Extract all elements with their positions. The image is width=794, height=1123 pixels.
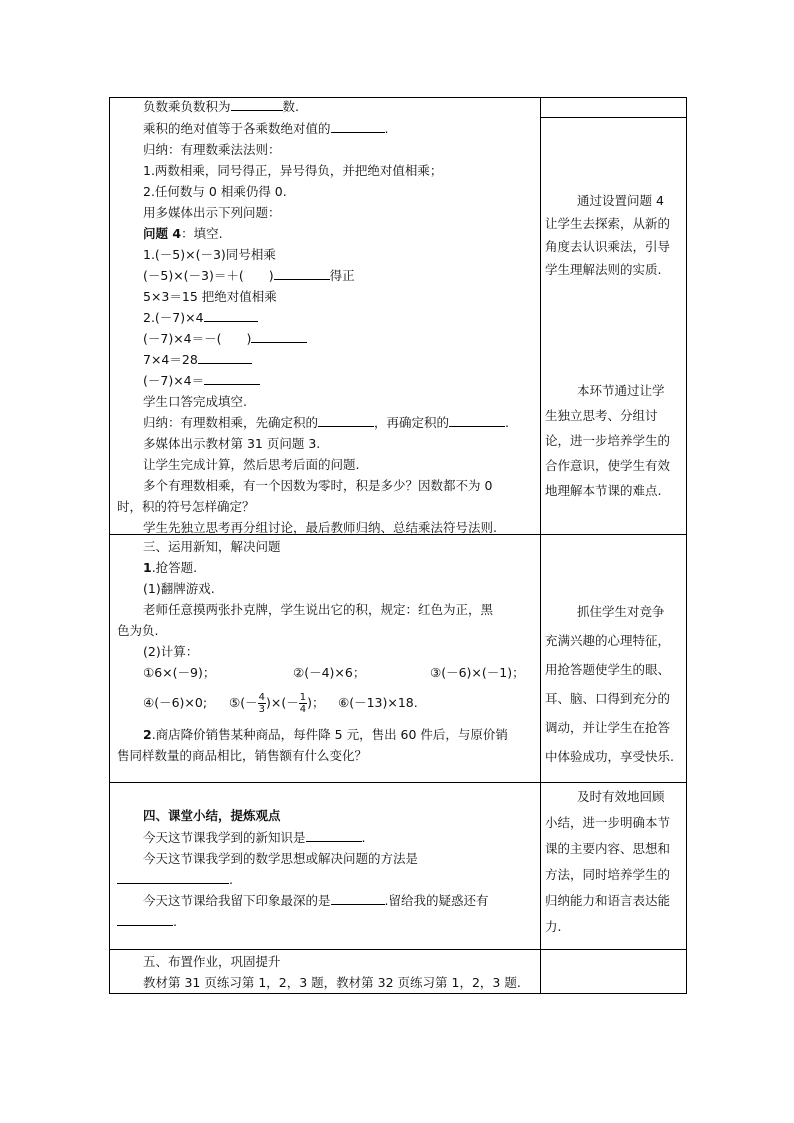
line-discuss: 学生先独立思考再分组讨论，最后教师归纳、总结乘法符号法则.	[143, 520, 497, 535]
q1-sub2: (2)计算：	[143, 644, 199, 659]
line-multi-b: 时，积的符号怎样确定？	[117, 499, 255, 514]
summary-line-3-blank: .	[117, 911, 177, 932]
homework-text: 教材第 31 页练习第 1，2，3 题，教材第 32 页练习第 1，2，3 题.	[143, 975, 521, 990]
side-note-quiz: 抓住学生对竞争充满兴趣的心理特征，用抢答题使学生的眼、耳、脑、口得到充分的调动，并让学生在抢答中体验成功，享受快乐.	[545, 604, 674, 764]
line-fill-5: (－7)×4＝－( )	[143, 328, 307, 349]
line-media: 用多媒体出示下列问题：	[143, 205, 281, 220]
calc-4: ④(－6)×0;	[143, 695, 208, 710]
fraction-four-thirds: $\frac{4}{3}$	[258, 692, 265, 715]
line-fill-3: 5×3＝15 把绝对值相乘	[143, 289, 277, 304]
line-multi-a: 多个有理数相乘，有一个因数为零时，积是多少？因数都不为 0	[143, 478, 493, 493]
line-media-2: 多媒体出示教材第 31 页问题 3.	[143, 436, 321, 451]
summary-line-2: 今天这节课我学到的数学思想或解决问题的方法是	[143, 851, 419, 866]
line-fill-4: 2.(－7)×4	[143, 307, 258, 328]
line-abs-value: 乘积的绝对值等于各乘数绝对值的 .	[143, 118, 389, 139]
q1-sub1-text-b: 色为负.	[117, 623, 159, 638]
calc-5: ⑤(－ $\frac{4}{3}$ )×(－ $\frac{1}{4}$ )；	[229, 692, 325, 715]
side-note-summary: 及时有效地回顾小结，进一步明确本节课的主要内容、思想和方法，同时培养学生的归纳能力和语言表达能力.	[545, 789, 671, 934]
line-fill-6: 7×4＝28	[143, 349, 252, 370]
q1-label: 1.抢答题.	[143, 560, 198, 575]
line-fill-2: (－5)×(－3)＝＋( ) 得正	[143, 265, 355, 286]
line-fill-7: (－7)×4＝	[143, 370, 260, 391]
line-rule-2: 2.任何数与 0 相乘仍得 0.	[143, 184, 287, 199]
q1-sub1: (1)翻牌游戏.	[143, 581, 215, 596]
line-question-4: 问题 4：填空.	[143, 226, 223, 241]
q1-sub1-text-a: 老师任意摸两张扑克牌，学生说出它的积，规定：红色为正，黑	[143, 602, 494, 617]
side-top-rule	[540, 117, 686, 118]
section3-title: 三、运用新知，解决问题	[143, 539, 281, 554]
calc-1: ①6×(－9)；	[143, 665, 216, 680]
section5-title: 五、布置作业，巩固提升	[143, 954, 281, 969]
row-divider-2	[109, 782, 686, 783]
calc-6: ⑥(－13)×18.	[338, 695, 418, 710]
line-oral: 学生口答完成填空.	[143, 394, 247, 409]
line-neg-neg: 负数乘负数积为 数.	[143, 96, 299, 117]
q2-text-b: 售同样数量的商品相比，销售额有什么变化？	[117, 748, 368, 763]
line-rule-1: 1.两数相乘，同号得正，异号得负，并把绝对值相乘；	[143, 163, 443, 178]
line-fill-1: 1.(－5)×(－3)同号相乘	[143, 247, 276, 262]
column-divider	[540, 97, 541, 994]
line-summary-rule: 归纳：有理数乘法法则：	[143, 142, 281, 157]
calc-2: ②(－4)×6；	[293, 665, 366, 680]
calc-3: ③(－6)×(－1)；	[430, 665, 525, 680]
table-bottom-border	[109, 993, 686, 994]
side-note-question-4: 通过设置问题 4 让学生去探索，从新的角度去认识乘法，引导学生理解法则的实质.	[545, 193, 671, 277]
side-note-group-discussion: 本环节通过让学生独立思考、分组讨论，进一步培养学生的合作意识，使学生有效地理解本节课的难点.	[545, 383, 671, 498]
line-summary-sign: 归纳：有理数相乘，先确定积的 ，再确定积的 .	[143, 412, 509, 433]
summary-line-2-blank: .	[117, 869, 233, 890]
section4-title: 四、课堂小结，提炼观点	[143, 808, 281, 823]
fraction-one-quarter: $\frac{1}{4}$	[299, 692, 307, 715]
q2-text-a: 2.商店降价销售某种商品，每件降 5 元，售出 60 件后，与原价销	[143, 727, 508, 742]
summary-line-3: 今天这节课给我留下印象最深的是 .留给我的疑惑还有	[143, 890, 489, 911]
summary-line-1: 今天这节课我学到的新知识是 .	[143, 827, 366, 848]
line-calc: 让学生完成计算，然后思考后面的问题.	[143, 457, 360, 472]
row-divider-3	[109, 949, 686, 950]
